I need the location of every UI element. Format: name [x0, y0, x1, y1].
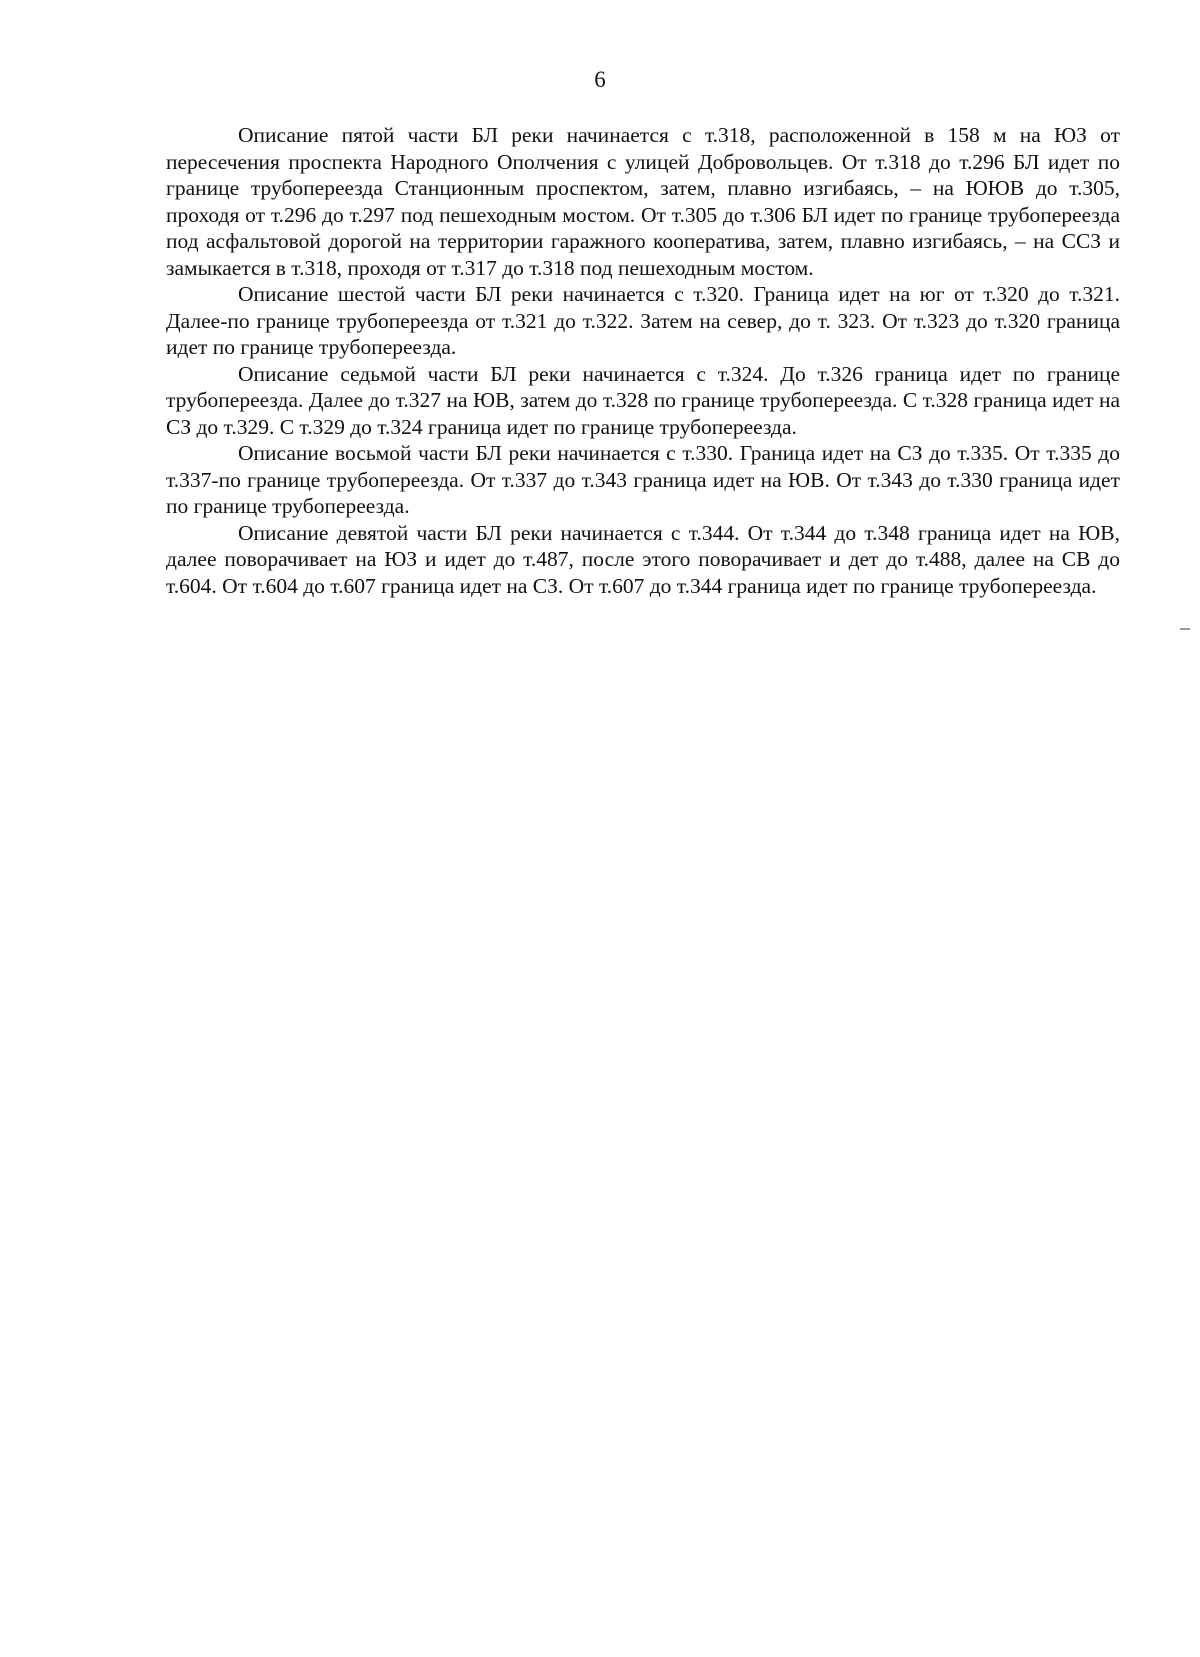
paragraph-part-eight: Описание восьмой части БЛ реки начинается с т.330. Граница идет на СЗ до т.335. От т.335 до т.337-по границе трубопереезда. От т.337 до т.343 граница идет на ЮВ. От т.343 до т.330 граница идет по границе трубопереезда. — [166, 441, 1120, 518]
paragraph-part-six: Описание шестой части БЛ реки начинается с т.320. Граница идет на юг от т.320 до т.321. Далее-по границе трубопереезда от т.321 до т.322. Затем на север, до т. 323. От т.323 до т.320 граница идет по границе трубопереезда. — [166, 282, 1120, 359]
paragraph-part-nine: Описание девятой части БЛ реки начинается с т.344. От т.344 до т.348 граница идет на ЮВ, далее поворачивает на ЮЗ и идет до т.487, после этого поворачивает и дет до т.488, далее на СВ до т.604. От т.604 до т.607 граница идет на СЗ. От т.607 до т.344 граница идет по границе трубопереезда. — [166, 520, 1120, 598]
paragraph-part-seven: Описание седьмой части БЛ реки начинается с т.324. До т.326 граница идет по границе трубопереезда. Далее до т.327 на ЮВ, затем до т.328 по границе трубопереезда. С т.328 граница идет на СЗ до т.329. С т.329 до т.324 граница идет по границе трубопереезда. — [166, 361, 1120, 439]
document-body — [166, 122, 1120, 599]
paragraph-part-five: Описание пятой части БЛ реки начинается с т.318, расположенной в 158 м на ЮЗ от пересечения проспекта Народного Ополчения с улицей Добровольцев. От т.318 до т.296 БЛ идет по границе трубопереезда Станционным проспектом, затем, плавно изгибаясь, – на ЮЮВ до т.305, проходя от т.296 до т.297 под пешеходным мостом. От т.305 до т.306 БЛ идет по границе трубопереезда под асфальтовой дорогой на территории гаражного кооператива, затем, плавно изгибаясь, – на ССЗ и замыкается в т.318, проходя от т.317 до т.318 под пешеходным мостом. — [166, 123, 1120, 280]
page-number: 6 — [594, 67, 606, 92]
scan-edge-mark — [1180, 628, 1190, 630]
